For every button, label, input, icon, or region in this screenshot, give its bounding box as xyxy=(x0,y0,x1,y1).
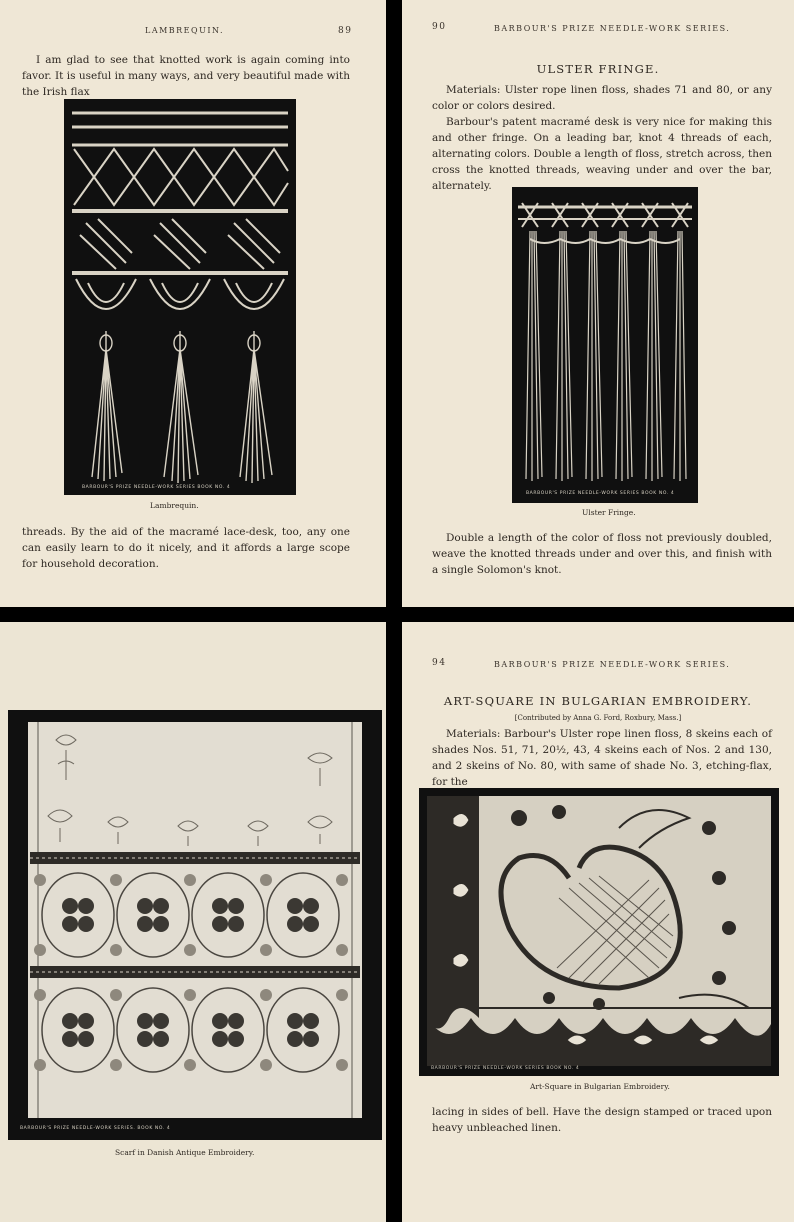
section-title: ART-SQUARE IN BULGARIAN EMBROIDERY. xyxy=(443,694,753,708)
ulster-fringe-illustration xyxy=(512,187,698,503)
running-head: BARBOUR'S PRIZE NEEDLE-WORK SERIES. xyxy=(494,660,731,669)
danish-scarf-plate xyxy=(8,710,382,1140)
ulster-fringe-plate xyxy=(512,187,698,503)
bulgarian-plate xyxy=(419,788,779,1076)
danish-scarf-illustration xyxy=(8,710,382,1140)
lambrequin-plate xyxy=(64,99,296,495)
materials-paragraph: Materials: Barbour's Ulster rope linen floss, 8 skeins each of shades Nos. 51, 71, 20½, 43, 4 skeins each of Nos. 2 and 130, and 2 skeins of No. 80, with same of shade No. 3, etching-flax, for the xyxy=(432,728,772,788)
lambrequin-illustration xyxy=(64,99,296,495)
instructions-paragraph: Barbour's patent macramé desk is very nice for making this and other fringe. On a leading bar, knot 4 threads of each, alternating colors. Double a length of floss, stretch across, then cross the knotted threads, weaving under and over the bar, alternately. xyxy=(432,116,772,192)
figure-caption: Scarf in Danish Antique Embroidery. xyxy=(115,1148,255,1157)
running-head: BARBOUR'S PRIZE NEEDLE-WORK SERIES. xyxy=(494,24,731,33)
page-number: 89 xyxy=(338,26,353,36)
plate-label: BARBOUR'S PRIZE NEEDLE-WORK SERIES BOOK NO. 4 xyxy=(526,491,675,496)
section-title: ULSTER FRINGE. xyxy=(536,62,660,76)
page-number: 94 xyxy=(432,658,447,668)
figure-caption: Ulster Fringe. xyxy=(582,508,636,517)
page-danish-scarf xyxy=(0,622,386,1222)
body-paragraph: lacing in sides of bell. Have the design stamped or traced upon heavy unbleached linen. xyxy=(432,1106,772,1134)
figure-caption: Lambrequin. xyxy=(150,501,199,510)
page-number: 90 xyxy=(432,22,447,32)
bulgarian-illustration xyxy=(419,788,779,1076)
body-paragraph: Double a length of the color of floss not previously doubled, weave the knotted threads under and over this, and finish with a single Solomon's knot. xyxy=(432,532,772,576)
page-bulgarian-art-square xyxy=(402,622,794,1222)
figure-caption: Art-Square in Bulgarian Embroidery. xyxy=(530,1082,670,1091)
plate-label: BARBOUR'S PRIZE NEEDLE-WORK SERIES BOOK NO. 4 xyxy=(82,485,231,490)
materials-paragraph: Materials: Ulster rope linen floss, shades 71 and 80, or any color or colors desired. xyxy=(432,84,772,112)
page-lambrequin xyxy=(0,0,386,607)
plate-label: BARBOUR'S PRIZE NEEDLE-WORK SERIES. BOOK NO. 4 xyxy=(20,1126,171,1131)
running-head: LAMBREQUIN. xyxy=(145,26,225,35)
page-ulster-fringe xyxy=(402,0,794,607)
contributor-note: [Contributed by Anna G. Ford, Roxbury, Mass.] xyxy=(514,714,682,722)
body-paragraph: threads. By the aid of the macramé lace-desk, too, any one can easily learn to do it nicely, and it affords a large scope for household decoration. xyxy=(22,526,350,570)
intro-paragraph: I am glad to see that knotted work is again coming into favor. It is useful in many ways, and very beautiful made with the Irish flax xyxy=(22,54,350,98)
plate-label: BARBOUR'S PRIZE NEEDLE-WORK SERIES BOOK NO. 4 xyxy=(431,1066,580,1071)
